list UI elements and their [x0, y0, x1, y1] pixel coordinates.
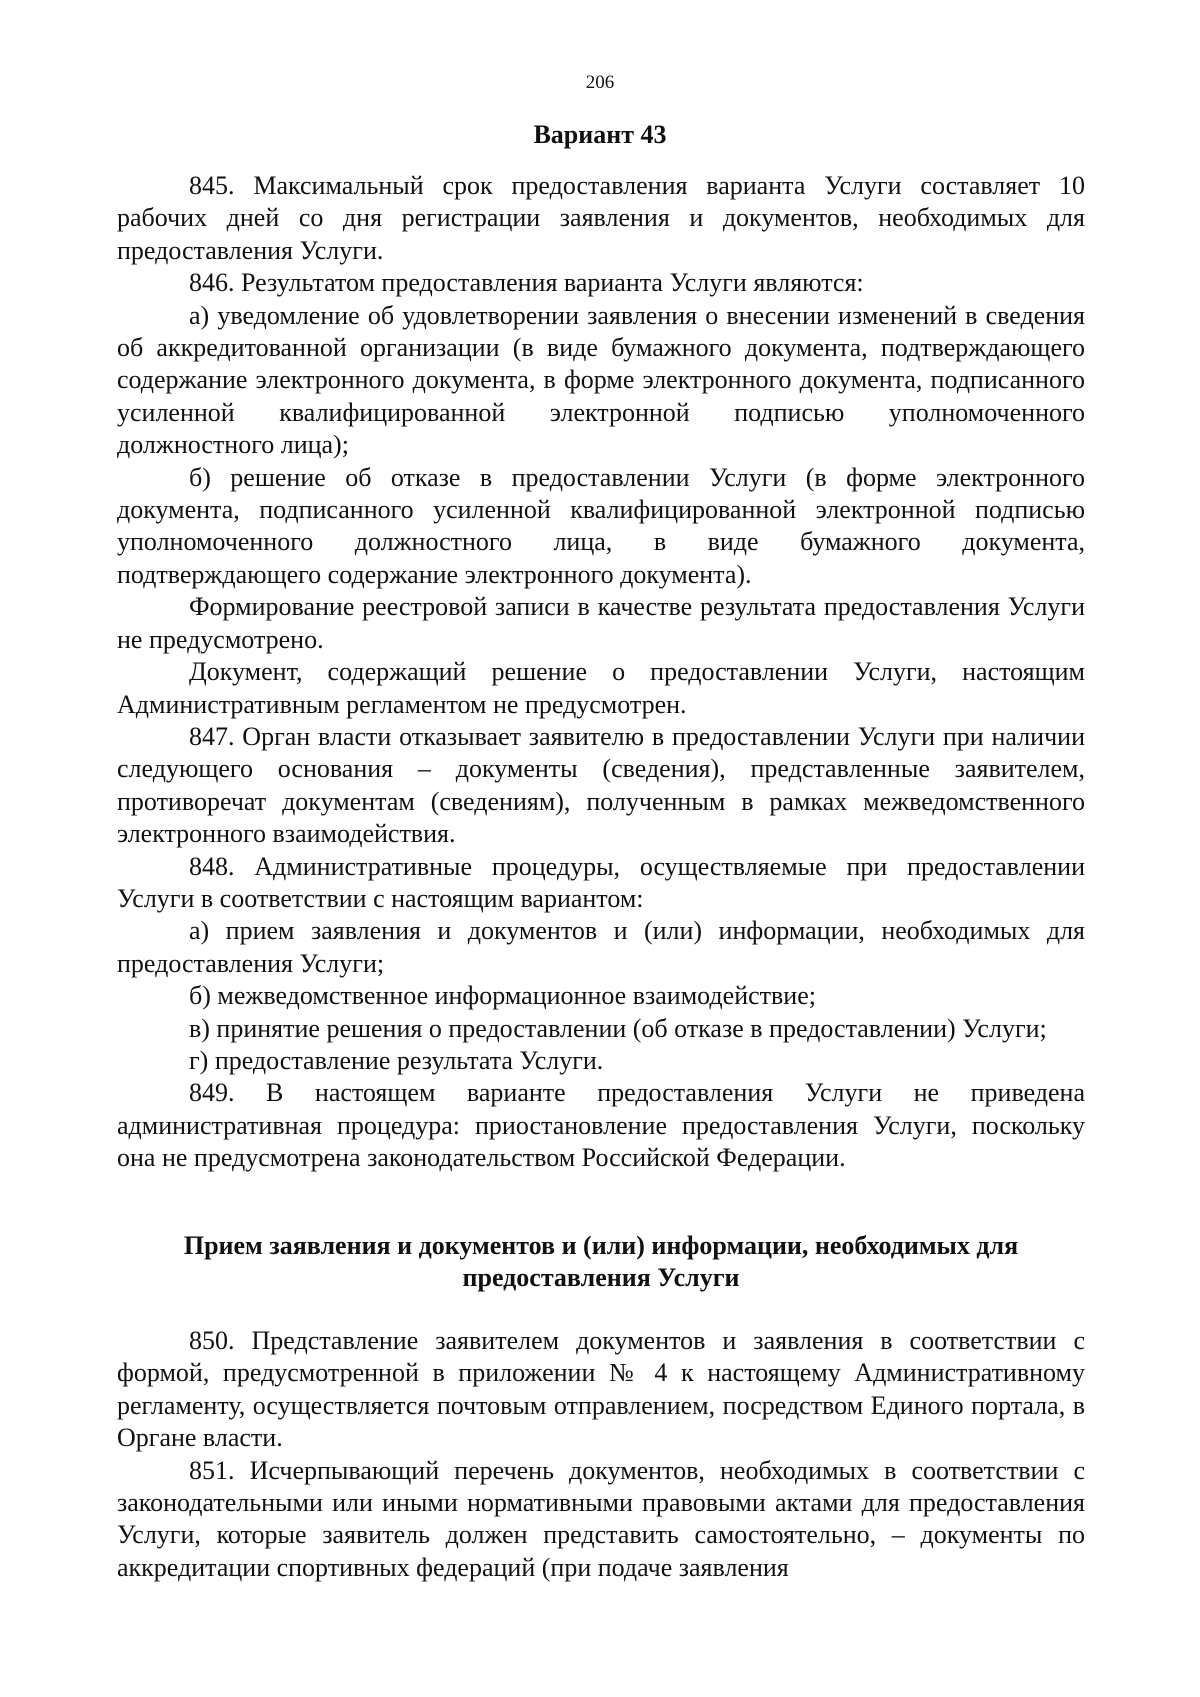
paragraph-845: 845. Максимальный срок предоставления варианта Услуги составляет 10 рабочих дней со дня регистрации заявления и документов, необходимых для предоставления Услуги. — [117, 171, 1085, 265]
section-heading — [117, 1230, 1085, 1295]
paragraph-846-b: б) решение об отказе в предоставлении Услуги (в форме электронного документа, подписанного усиленной квалифицированной электронной подписью уполномоченного должностного лица, в виде бумажного документа, подтверждающего содержание электронного документа). — [117, 462, 1085, 589]
page-number: 206 — [585, 72, 615, 93]
paragraph-851: 851. Исчерпывающий перечень документов, необходимых в соответствии с законодательными или иными нормативными правовыми актами для предоставления Услуги, которые заявитель должен представить самостоятельно, – документы по аккредитации спортивных федераций (при подаче заявления — [117, 1455, 1085, 1582]
body-text-block-2 — [117, 1325, 1085, 1584]
paragraph-decision-note: Документ, содержащий решение о предоставлении Услуги, настоящим Административным регламентом не предусмотрен. — [117, 657, 1085, 719]
paragraph-849: 849. В настоящем варианте предоставления Услуги не приведена административная процедура: приостановление предоставления Услуги, поскольку она не предусмотрена законодательством Российской Федерации. — [117, 1078, 1085, 1173]
paragraph-847: 847. Орган власти отказывает заявителю в предоставлении Услуги при наличии следующего основания – документы (сведения), представленные заявителем, противоречат документам (сведениям), полученным в рамках межведомственного электронного взаимодействия. — [117, 721, 1085, 849]
paragraph-846-a: а) уведомление об удовлетворении заявления о внесении изменений в сведения об аккредитованной организации (в виде бумажного документа, подтверждающего содержание электронного документа, в форме электронного документа, подписанного усиленной квалифицированной электронной подписью уполномоченного должностного лица); — [117, 300, 1085, 460]
paragraph-846: 846. Результатом предоставления варианта Услуги являются: — [189, 268, 864, 298]
body-text-block-1 — [117, 170, 1085, 1175]
paragraph-848-g: г) предоставление результата Услуги. — [189, 1045, 604, 1075]
paragraph-registry-note: Формирование реестровой записи в качестве результата предоставления Услуги не предусмотрено. — [117, 592, 1085, 654]
paragraph-848-a: а) прием заявления и документов и (или) информации, необходимых для предоставления Услуги; — [117, 916, 1085, 978]
section-heading-line-1: Прием заявления и документов и (или) информации, необходимых для — [183, 1231, 1019, 1260]
paragraph-848-b: б) межведомственное информационное взаимодействие; — [189, 981, 816, 1011]
section-heading-line-2: предоставления Услуги — [462, 1263, 740, 1293]
paragraph-848: 848. Административные процедуры, осуществляемые при предоставлении Услуги в соответствии с настоящим вариантом: — [117, 851, 1085, 913]
paragraph-848-v: в) принятие решения о предоставлении (об отказе в предоставлении) Услуги; — [189, 1013, 1047, 1043]
paragraph-850: 850. Представление заявителем документов и заявления в соответствии с формой, предусмотренной в приложении № 4 к настоящему Административному регламенту, осуществляется почтовым отправлением, посредством Единого портала, в Органе власти. — [117, 1326, 1085, 1453]
page-title: Вариант 43 — [533, 120, 667, 149]
